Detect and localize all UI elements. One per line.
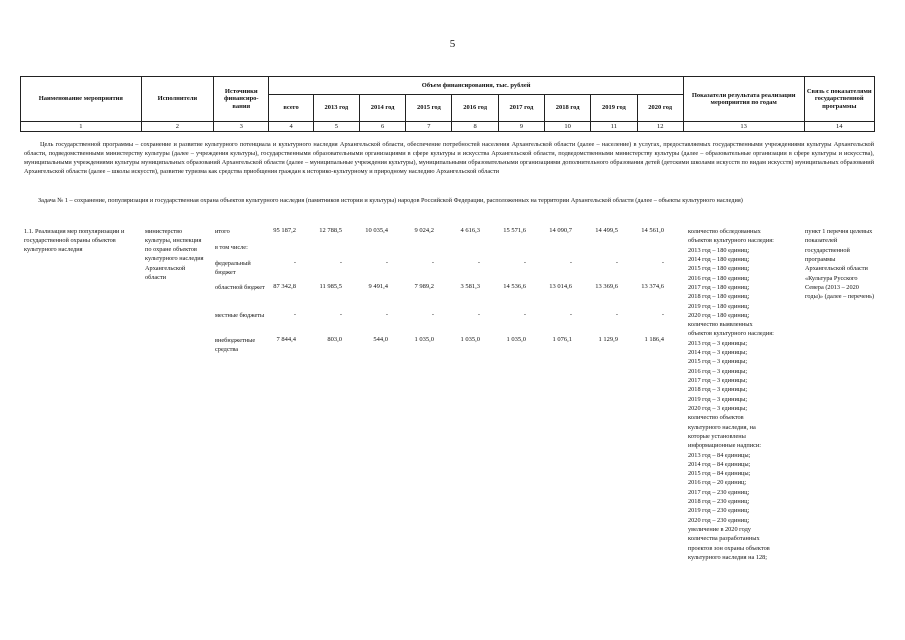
indicator-line: количество объектов [688,414,744,422]
header-result: Показатели результата реализации мероприятия по годам [683,77,804,122]
indicator-line: 2017 год – 180 единиц; [688,283,750,291]
financing-value: 9 024,2 [414,227,434,234]
column-number: 7 [406,122,452,132]
indicator-line: 2018 год – 230 единиц; [688,498,750,506]
financing-value: 1 186,4 [644,336,664,343]
financing-value: 11 985,5 [319,283,342,290]
financing-value: 15 571,6 [503,227,526,234]
financing-source-label: внебюджетные средства [215,337,256,354]
column-number: 3 [214,122,269,132]
financing-value: - [661,259,664,266]
result-indicators [688,227,800,562]
header-year: 2018 год [545,95,591,122]
financing-value: 4 616,3 [460,227,480,234]
indicator-line: 2014 год – 180 единиц; [688,255,750,263]
column-number: 1 [21,122,142,132]
financing-value: 1 076,1 [552,336,572,343]
financing-value: 803,0 [327,336,342,343]
financing-value: 14 561,0 [641,227,664,234]
measure-executors: министерство культуры, инспекция по охране объектов культурного наследия Архангельской области [145,228,204,281]
financing-source-label: итого [215,228,230,235]
financing-value: 13 369,6 [595,283,618,290]
header-year: 2015 год [406,95,452,122]
financing-value: 7 844,4 [276,336,296,343]
financing-value: 87 342,8 [273,283,296,290]
header-year: 2016 год [452,95,498,122]
indicator-line: культурного наследия на 128; [688,553,768,561]
column-number: 6 [359,122,405,132]
indicator-line: 2015 год – 84 единицы; [688,470,751,478]
column-number: 13 [683,122,804,132]
indicator-line: объектов культурного наследия: [688,330,774,338]
indicator-line: 2013 год – 180 единиц; [688,246,750,254]
financing-value: - [431,259,434,266]
financing-value: 14 499,5 [595,227,618,234]
financing-source-label: местные бюджеты [215,312,265,319]
financing-value: 12 788,5 [319,227,342,234]
financing-value: - [615,259,618,266]
indicator-line: 2020 год – 3 единицы; [688,404,748,412]
financing-value: 14 090,7 [549,227,572,234]
header-volume: Объем финансирования, тыс. рублей [269,77,683,95]
financing-value: 3 581,3 [460,283,480,290]
financing-value: 1 129,9 [598,336,618,343]
header-year: 2013 год [313,95,359,122]
indicator-line: увеличение в 2020 году [688,526,751,533]
page-number: 5 [449,38,456,50]
column-number: 5 [313,122,359,132]
header-year: 2014 год [359,95,405,122]
indicator-line: 2015 год – 180 единиц; [688,265,750,273]
financing-value: - [385,259,388,266]
financing-value: - [293,259,296,266]
indicator-line: количества разработанных [688,535,760,543]
financing-value: 13 014,6 [549,283,572,290]
header-executors: Исполнители [141,77,213,122]
financing-value: - [431,311,434,318]
financing-value: 9 491,4 [368,283,388,290]
indicator-line: 2013 год – 3 единицы; [688,339,748,347]
header-name: Наименование мероприятия [21,77,142,122]
financing-value: 10 035,4 [365,227,388,234]
header-total: всего [269,95,313,122]
indicator-line: проектов зон охраны объектов [688,544,770,552]
indicator-line: количество выявленных [688,321,753,329]
indicator-line: 2020 год – 230 единиц; [688,516,750,524]
column-number: 9 [498,122,544,132]
indicator-line: 2016 год – 180 единиц; [688,274,750,282]
financing-value: 7 989,2 [414,283,434,290]
financing-value: - [661,311,664,318]
financing-source-label: федеральный бюджет [215,260,251,277]
indicator-line: количество обследованных [688,228,761,235]
indicator-line: объектов культурного наследия: [688,237,774,245]
indicator-line: 2018 год – 180 единиц; [688,293,750,301]
financing-value: - [293,311,296,318]
indicator-line: 2020 год – 180 единиц; [688,311,750,319]
column-number: 11 [591,122,637,132]
financing-value: - [339,259,342,266]
financing-value: 1 035,0 [460,336,480,343]
indicator-line: 2019 год – 180 единиц; [688,302,750,310]
indicator-line: 2014 год – 84 единицы; [688,460,751,468]
indicator-line: культурного наследия, на [688,423,756,431]
financing-value: - [385,311,388,318]
column-number: 4 [269,122,313,132]
indicator-line: 2019 год – 230 единиц; [688,507,750,515]
header-year: 2019 год [591,95,637,122]
financing-value: 544,0 [373,336,388,343]
indicator-line: 2016 год – 20 единиц; [688,479,747,487]
financing-source-label: в том числе: [215,244,248,251]
financing-source-label: областной бюджет [215,284,265,291]
financing-value: - [523,311,526,318]
financing-value: 1 035,0 [414,336,434,343]
column-number: 10 [545,122,591,132]
indicator-line: 2013 год – 84 единицы; [688,451,751,459]
indicator-line: 2017 год – 230 единиц; [688,488,750,496]
header-year: 2017 год [498,95,544,122]
financing-value: - [523,259,526,266]
financing-value: - [477,311,480,318]
program-goal: Цель государственной программы – сохранение и развитие культурного потенциала и культурного наследия Архангельской области, обеспечение потребностей населения Архангельской области (далее – население) в услугах, предоставляемых государственными учреждениями культуры Архангельской области, подведомственными министерству культуры (далее – учреждения культуры), государственными образовательными организациями в сфере культуры и искусства Архангельской области, подведомственными министерству культуры (далее – образовательные организации в сфере культуры и искусства), муниципальными учреждениями культуры муниципальных образований Архангельской области (далее – муниципальные учреждения культуры), муниципальными образовательными организациями дополнительного образования детей (детскими школами искусств по видам искусств) муниципальных образований Архангельской области (далее – школы искусств), развитие туризма как средства приобщения граждан к историко-культурному и природному наследию Архангельской области [24,141,874,176]
measure-name: 1.1. Реализация мер популяризации и государственной охраны объектов культурного наследия [24,228,125,254]
financing-value: 14 536,6 [503,283,526,290]
financing-value: - [339,311,342,318]
indicator-line: 2019 год – 3 единицы; [688,395,748,403]
financing-value: - [569,311,572,318]
task-1: Задача № 1 – сохранение, популяризация и государственная охрана объектов культурного наследия (памятников истории и культуры) народов Российской Федерации, расположенных на территории Архангельской области (далее – объекты культурного наследия) [38,197,743,204]
indicator-line: информационные надписи: [688,442,762,450]
indicator-line: 2018 год – 3 единицы; [688,386,748,394]
financing-value: - [477,259,480,266]
indicator-line: 2015 год – 3 единицы; [688,358,748,366]
header-year: 2020 год [637,95,683,122]
indicator-line: 2014 год – 3 единицы; [688,349,748,357]
financing-value: 1 035,0 [506,336,526,343]
header-link: Связь с показателями государственной программы [804,77,874,122]
column-number: 14 [804,122,874,132]
indicator-line: 2017 год – 3 единицы; [688,377,748,384]
header-table [20,76,875,132]
financing-value: - [615,311,618,318]
column-number: 12 [637,122,683,132]
column-number: 2 [141,122,213,132]
program-link: пункт 1 перечня целевых показателей государственной программы Архангельской области «Культура Русского Севера (2013 – 2020 годы)» (далее – перечень) [805,228,875,301]
indicator-line: которые установлены [688,432,746,440]
column-number: 8 [452,122,498,132]
indicator-line: 2016 год – 3 единицы; [688,367,748,375]
financing-value: 13 374,6 [641,283,664,290]
financing-value: - [569,259,572,266]
financing-value: 95 187,2 [273,227,296,234]
header-sources: Источники финансиро-вания [214,77,269,122]
